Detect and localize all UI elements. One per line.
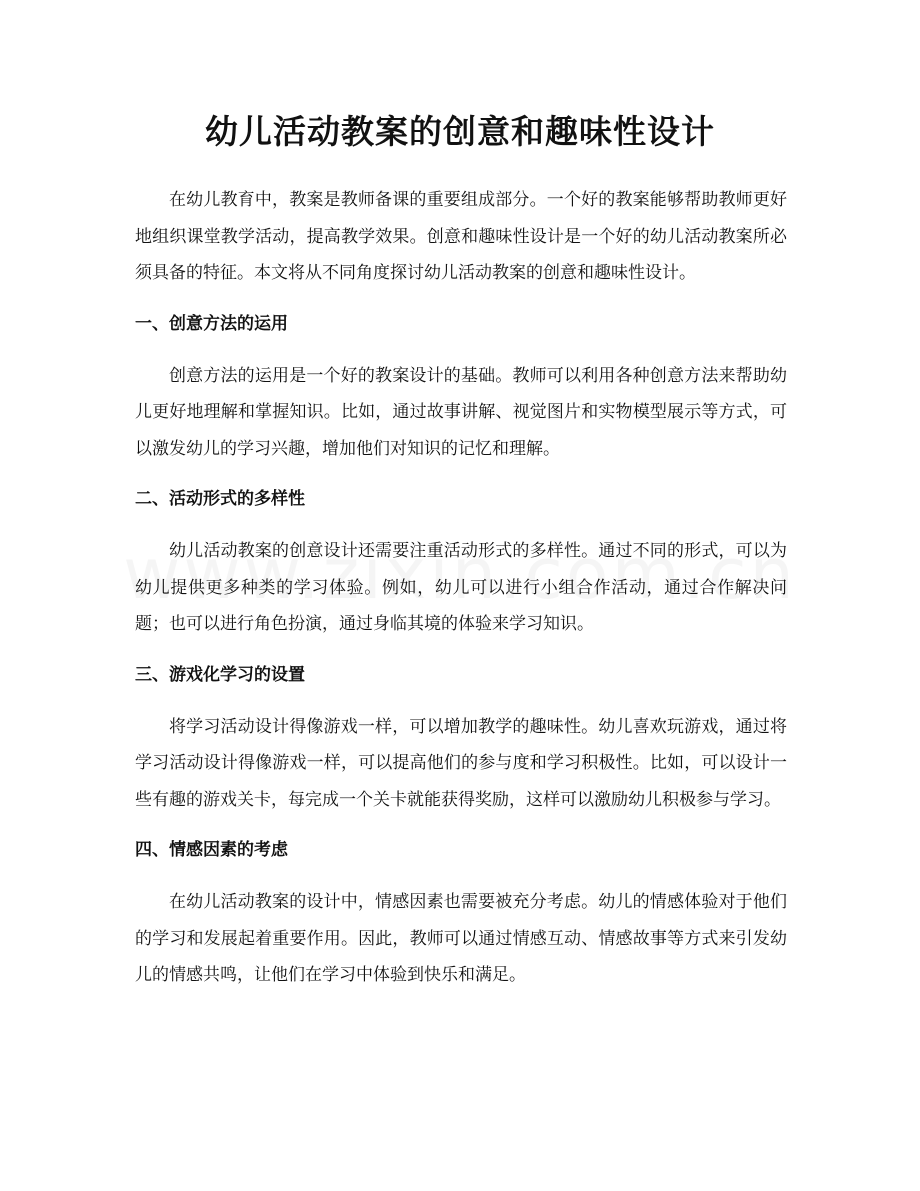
intro-paragraph: 在幼儿教育中，教案是教师备课的重要组成部分。一个好的教案能够帮助教师更好地组织课堂教学活动，提高教学效果。创意和趣味性设计是一个好的幼儿活动教案所必须具备的特征。本文将从不同角度探讨幼儿活动教案的创意和趣味性设计。 bbox=[135, 190, 787, 283]
section-paragraph-1: 创意方法的运用是一个好的教案设计的基础。教师可以利用各种创意方法来帮助幼儿更好地理解和掌握知识。比如，通过故事讲解、视觉图片和实物模型展示等方式，可以激发幼儿的学习兴趣，增加他们对知识的记忆和理解。 bbox=[135, 365, 787, 459]
document-title: 幼儿活动教案的创意和趣味性设计 bbox=[205, 112, 715, 151]
section-paragraph-3: 将学习活动设计得像游戏一样，可以增加教学的趣味性。幼儿喜欢玩游戏，通过将学习活动设计得像游戏一样，可以提高他们的参与度和学习积极性。比如，可以设计一些有趣的游戏关卡，每完成一个关卡就能获得奖励，这样可以激励幼儿积极参与学习。 bbox=[135, 716, 787, 810]
section-heading-2: 二、活动形式的多样性 bbox=[135, 489, 305, 509]
document-body bbox=[135, 182, 787, 994]
section-heading-3: 三、游戏化学习的设置 bbox=[135, 664, 305, 685]
section-heading-1: 一、创意方法的运用 bbox=[135, 313, 288, 334]
section-paragraph-4: 在幼儿活动教案的设计中，情感因素也需要被充分考虑。幼儿的情感体验对于他们的学习和发展起着重要作用。因此，教师可以通过情感互动、情感故事等方式来引发幼儿的情感共鸣，让他们在学习中体验到快乐和满足。 bbox=[135, 892, 787, 985]
section-paragraph-2: 幼儿活动教案的创意设计还需要注重活动形式的多样性。通过不同的形式，可以为幼儿提供更多种类的学习体验。例如，幼儿可以进行小组合作活动，通过合作解决问题；也可以进行角色扮演，通过身临其境的体验来学习知识。 bbox=[135, 541, 787, 634]
section-heading-4: 四、情感因素的考虑 bbox=[135, 840, 288, 860]
